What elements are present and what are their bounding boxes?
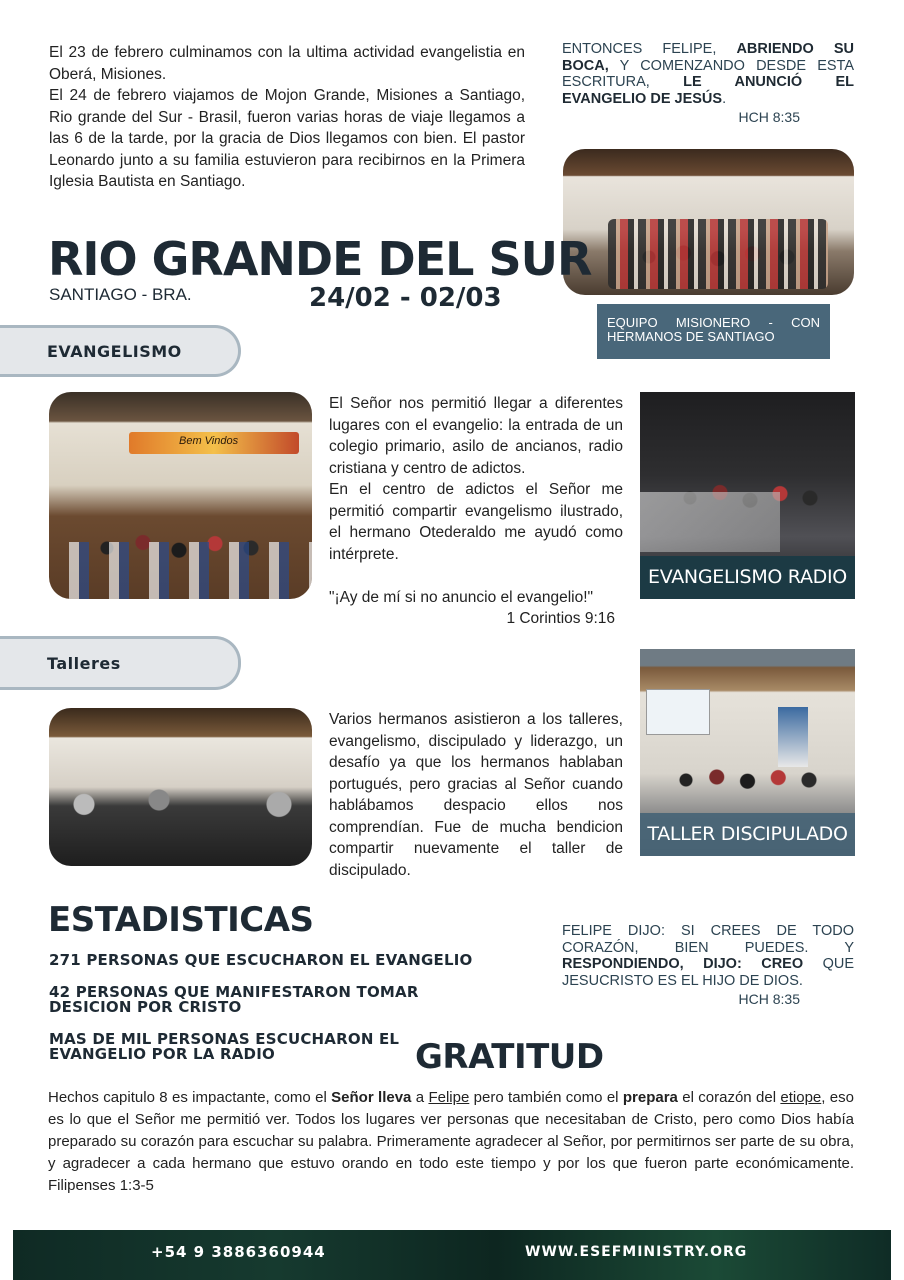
section-tab-evangelismo (0, 325, 241, 377)
footer-phone[interactable]: +54 9 3886360944 (151, 1243, 326, 1261)
bible-quote-reference: 1 Corintios 9:16 (506, 610, 615, 627)
footer-bar (13, 1230, 891, 1280)
page-title: RIO GRANDE DEL SUR (48, 232, 592, 286)
chairs (49, 542, 312, 599)
section-tab-talleres (0, 636, 241, 690)
taller-caption: TALLER DISCIPULADO (640, 813, 855, 856)
intro-paragraph-2: El 24 de febrero viajamos de Mojon Grande, Misiones a Santiago, Rio grande del Sur - Brasil, fueron varias horas de viaje llegamos a las 6 de la tarde, por la gracia de Dios llegamos con bien. El pastor Leonardo junto a su familia estuvieron para recibirnos en la Primera Iglesia Bautista en Santiago. (49, 87, 525, 190)
radio-desk (640, 492, 780, 552)
evangelismo-paragraph-1: El Señor nos permitió llegar a diferentes lugares con el evangelio: la entrada de un colegio primario, asilo de ancianos, radio cristiana y centro de adictos. (329, 395, 623, 477)
title-dates: 24/02 - 02/03 (309, 283, 502, 313)
projector-screen (646, 689, 710, 735)
verse-block-bottom: FELIPE DIJO: SI CREES DE TODO CORAZÓN, BIEN PUEDES. Y RESPONDIENDO, DIJO: CREO QUE JESUCRISTO ES EL HIJO DE DIOS. (562, 923, 854, 989)
talleres-text: Varios hermanos asistieron a los talleres, evangelismo, discipulado y liderazgo, un desafío ya que los hermanos hablaban portugués, pero gracias al Señor cuando hablábamos despacio ellos nos comprendían. Fue de mucha bendicion compartir nuevamente el taller de discipulado. (329, 711, 623, 879)
stat-item-3: MAS DE MIL PERSONAS ESCUCHARON EL EVANGELIO POR LA RADIO (49, 1030, 400, 1063)
banner (129, 432, 299, 454)
radio-caption: EVANGELISMO RADIO (640, 556, 855, 599)
talleres-photo-audience (59, 778, 309, 866)
intro-paragraph-1: El 23 de febrero culminamos con la ultima actividad evangelistia en Oberá, Misiones. (49, 44, 525, 83)
banner-text: Bem Vindos (179, 435, 239, 447)
footer-website-link[interactable]: WWW.ESEFMINISTRY.ORG (525, 1244, 748, 1260)
verse-reference-bottom: HCH 8:35 (738, 991, 800, 1007)
section-tab-label: EVANGELISMO (47, 342, 182, 361)
intro-text (49, 42, 525, 193)
evangelismo-paragraph-2: En el centro de adictos el Señor me permitió compartir evangelismo ilustrado, el hermano Otederaldo me ayudó como intérprete. (329, 481, 623, 563)
taller-photo-people (645, 744, 850, 804)
title-place: SANTIAGO - BRA. (49, 285, 192, 304)
verse-block-top: ENTONCES FELIPE, ABRIENDO SU BOCA, Y COMENZANDO DESDE ESTA ESCRITURA, LE ANUNCIÓ EL EVANGELIO DE JESÚS. (562, 41, 855, 107)
evangelismo-text (329, 393, 623, 565)
stats-heading: ESTADISTICAS (48, 900, 314, 940)
bible-quote: "¡Ay de mí si no anuncio el evangelio!" (329, 589, 594, 606)
radio-photo (640, 392, 855, 599)
team-photo-people-row (608, 219, 828, 289)
stat-item-2: 42 PERSONAS QUE MANIFESTARON TOMAR DESICION POR CRISTO (49, 983, 419, 1016)
team-photo-caption: EQUIPO MISIONERO - CON HERMANOS DE SANTIAGO (597, 304, 830, 359)
verse-reference-top: HCH 8:35 (738, 109, 800, 125)
gratitud-heading: GRATITUD (415, 1037, 604, 1077)
team-photo (563, 149, 854, 295)
taller-photo (640, 649, 855, 856)
section-tab-label: Talleres (47, 654, 121, 673)
talleres-photo (49, 708, 312, 866)
stat-item-1: 271 PERSONAS QUE ESCUCHARON EL EVANGELIO (49, 951, 473, 969)
gratitud-text: Hechos capitulo 8 es impactante, como el Señor lleva a Felipe pero también como el prepara el corazón del etiope, eso es lo que el Señor me permitió ver. Todos los lugares ver personas que necesitaban de Cristo, pero como Dios había preparado su corazón para escuchar su palabra. Primeramente agradecer al Señor, por permitirnos ser parte de su obra, y agradecer a cada hermano que estuvo orando en todo este tiempo y por los que fueron parte económicamente. Filipenses 1:3-5 (48, 1089, 854, 1194)
evangelismo-photo (49, 392, 312, 599)
